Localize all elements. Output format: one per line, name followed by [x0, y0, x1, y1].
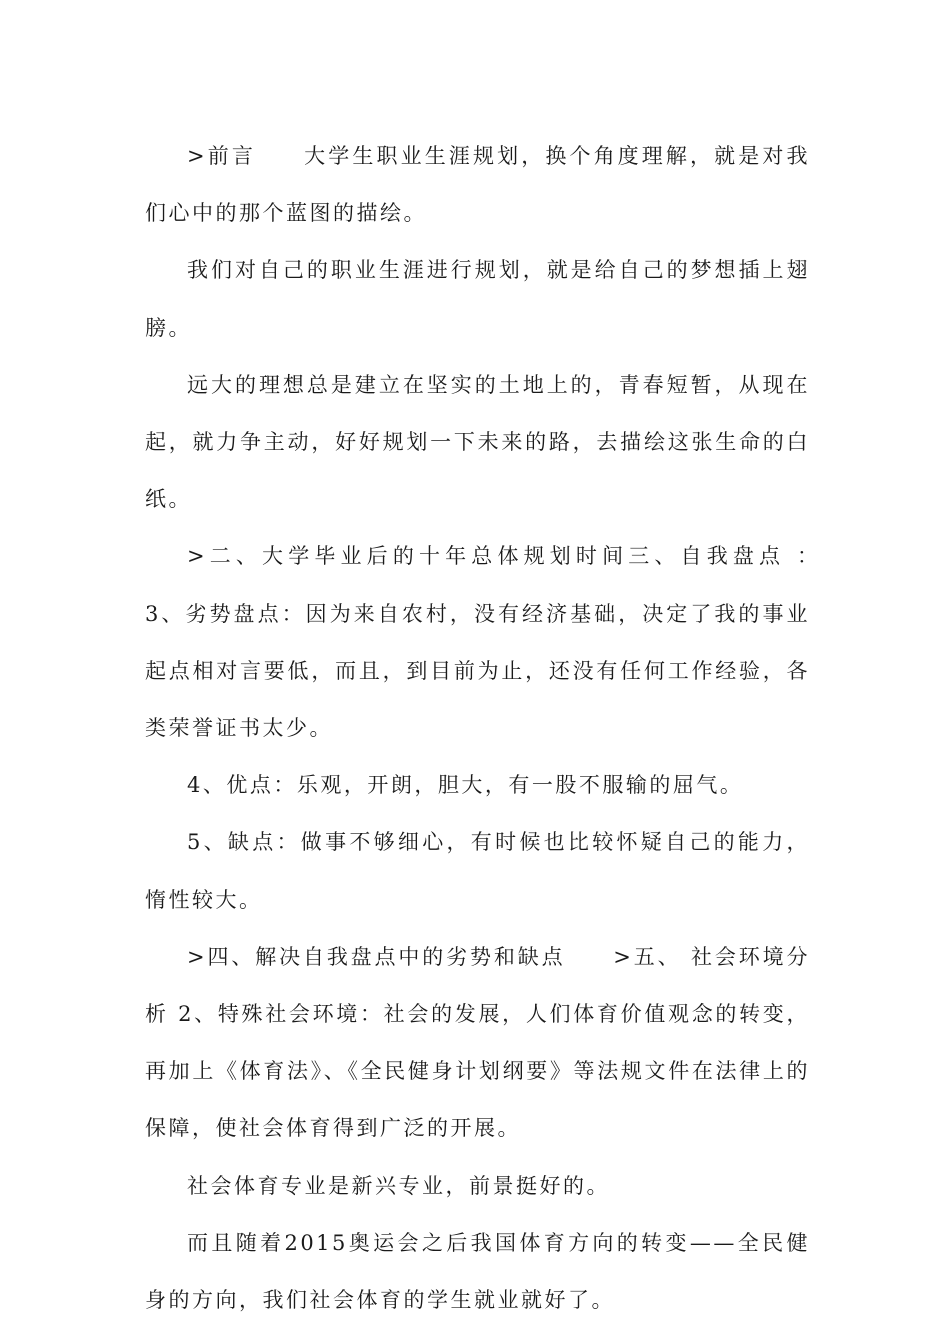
paragraph-weakness-inventory: >二、大学毕业后的十年总体规划时间三、自我盘点 ： 3、劣势盘点：因为来自农村，没有经济基础，决定了我的事业起点相对言要低，而且，到目前为止，还没有任何工作经验，各类荣誉证书太少。: [145, 544, 867, 741]
paragraph-social-environment: >四、解决自我盘点中的劣势和缺点 >五、 社会环境分析 2、特殊社会环境：社会的发展，人们体育价值观念的转变，再加上《体育法》、《全民健身计划纲要》等法规文件在法律上的保障，使社会体育得到广泛的开展。: [145, 944, 810, 1141]
paragraph-employment: 而且随着2015奥运会之后我国体育方向的转变——全民健身的方向，我们社会体育的学生就业就好了。: [145, 1230, 810, 1313]
paragraph-strengths: 4、优点：乐观，开朗，胆大，有一股不服输的屈气。: [187, 773, 744, 798]
paragraph-shortcomings: 5、缺点：做事不够细心，有时候也比较怀疑自己的能力， 惰性较大。: [145, 830, 820, 912]
paragraph-preface: >前言 大学生职业生涯规划，换个角度理解，就是对我们心中的那个蓝图的描绘。: [145, 144, 810, 226]
paragraph-ideal: 远大的理想总是建立在坚实的土地上的，青春短暂，从现在起，就力争主动，好好规划一下未来的路，去描绘这张生命的白纸。: [145, 372, 810, 512]
paragraph-dream: 我们对自己的职业生涯进行规划，就是给自己的梦想插上翅膀。: [145, 258, 810, 340]
document-body: [145, 128, 867, 1329]
paragraph-major-prospect: 社会体育专业是新兴专业，前景挺好的。: [187, 1173, 610, 1198]
